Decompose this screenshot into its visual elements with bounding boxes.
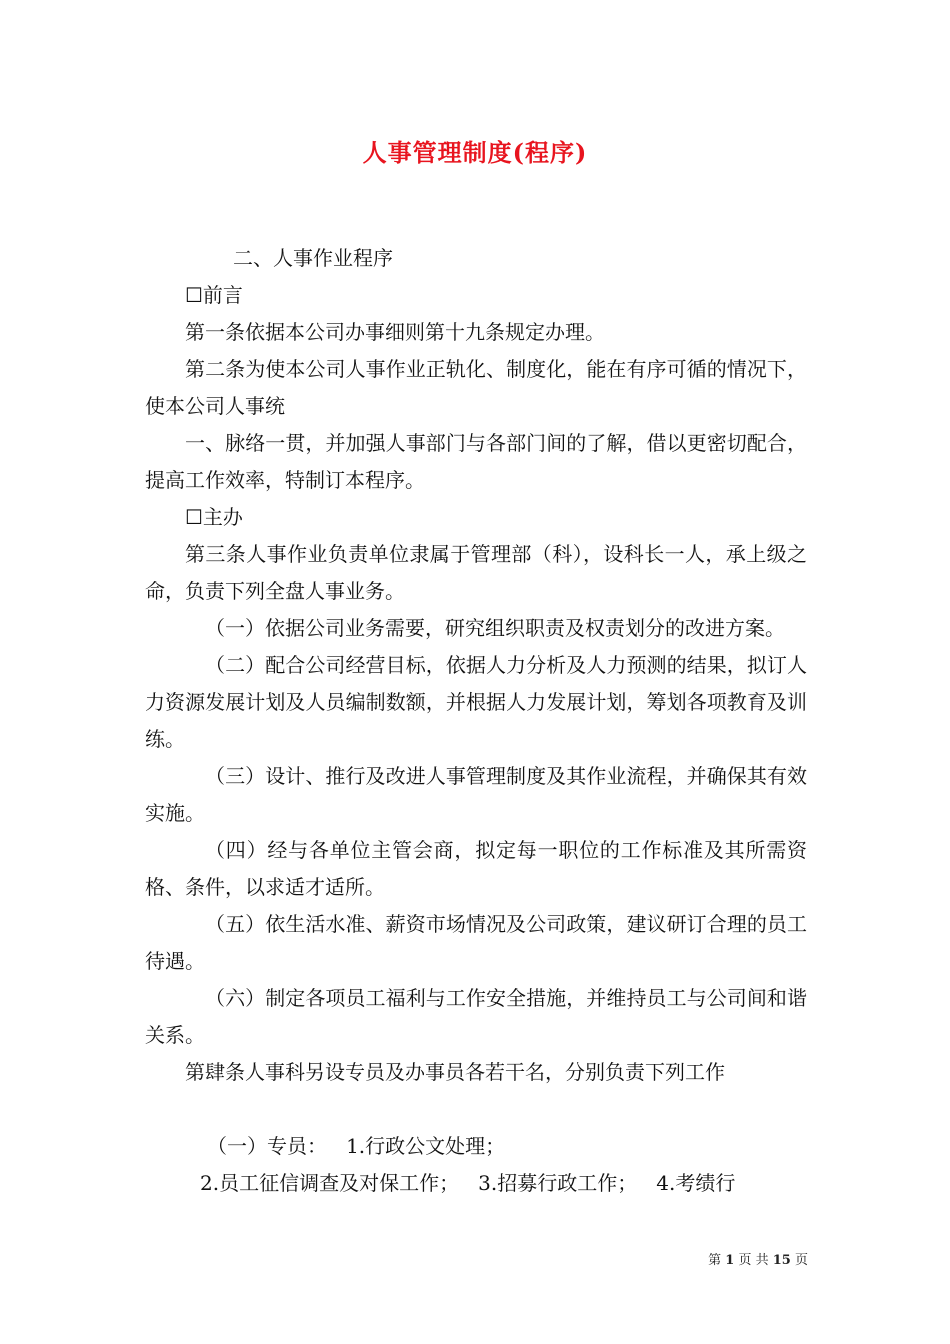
duty-item-5: （五）依生活水准、薪资市场情况及公司政策，建议研订合理的员工待遇。 xyxy=(145,912,807,973)
footer-prefix: 第 xyxy=(708,1253,722,1268)
footer-current-page: 1 xyxy=(725,1253,735,1268)
article-4: 第肆条人事科另设专员及办事员各若干名，分别负责下列工作 xyxy=(185,1060,725,1084)
document-title: 人事管理制度(程序) xyxy=(362,138,588,167)
duty-item-3: （三）设计、推行及改进人事管理制度及其作业流程，并确保其有效实施。 xyxy=(145,764,807,825)
duty-item-1: （一）依据公司业务需要，研究组织职责及权责划分的改进方案。 xyxy=(205,616,785,640)
footer-middle: 页 共 xyxy=(738,1253,769,1268)
duty-item-6: （六）制定各项员工福利与工作安全措施，并维持员工与公司间和谐关系。 xyxy=(145,986,807,1047)
blank-line xyxy=(145,1091,807,1128)
staff-duty-line-1: （一）专员： 1.行政公文处理； xyxy=(207,1134,506,1158)
subsection-host: ☐主办 xyxy=(185,505,243,529)
article-2-continued: 一、脉络一贯，并加强人事部门与各部门间的了解，借以更密切配合，提高工作效率，特制订本程序。 xyxy=(145,431,807,492)
duty-item-4: （四）经与各单位主管会商，拟定每一职位的工作标准及其所需资格、条件，以求适才适所。 xyxy=(145,838,807,899)
section-heading: 二、人事作业程序 xyxy=(233,246,393,270)
staff-duty-line-2: 2.员工征信调查及对保工作； 3.招募行政工作； 4.考绩行 xyxy=(200,1171,736,1195)
duty-item-2: （二）配合公司经营目标，依据人力分析及人力预测的结果，拟订人力资源发展计划及人员编制数额，并根据人力发展计划，筹划各项教育及训练。 xyxy=(145,653,807,751)
article-1: 第一条依据本公司办事细则第十九条规定办理。 xyxy=(185,320,605,344)
footer-suffix: 页 xyxy=(794,1253,808,1268)
document-body xyxy=(145,240,807,1202)
footer-total-pages: 15 xyxy=(772,1253,791,1268)
article-3: 第三条人事作业负责单位隶属于管理部（科），设科长一人，承上级之命，负责下列全盘人事业务。 xyxy=(145,542,807,603)
page-number-footer xyxy=(708,1249,808,1268)
article-2: 第二条为使本公司人事作业正轨化、制度化，能在有序可循的情况下，使本公司人事统 xyxy=(145,357,807,418)
subsection-preface: ☐前言 xyxy=(185,283,243,307)
